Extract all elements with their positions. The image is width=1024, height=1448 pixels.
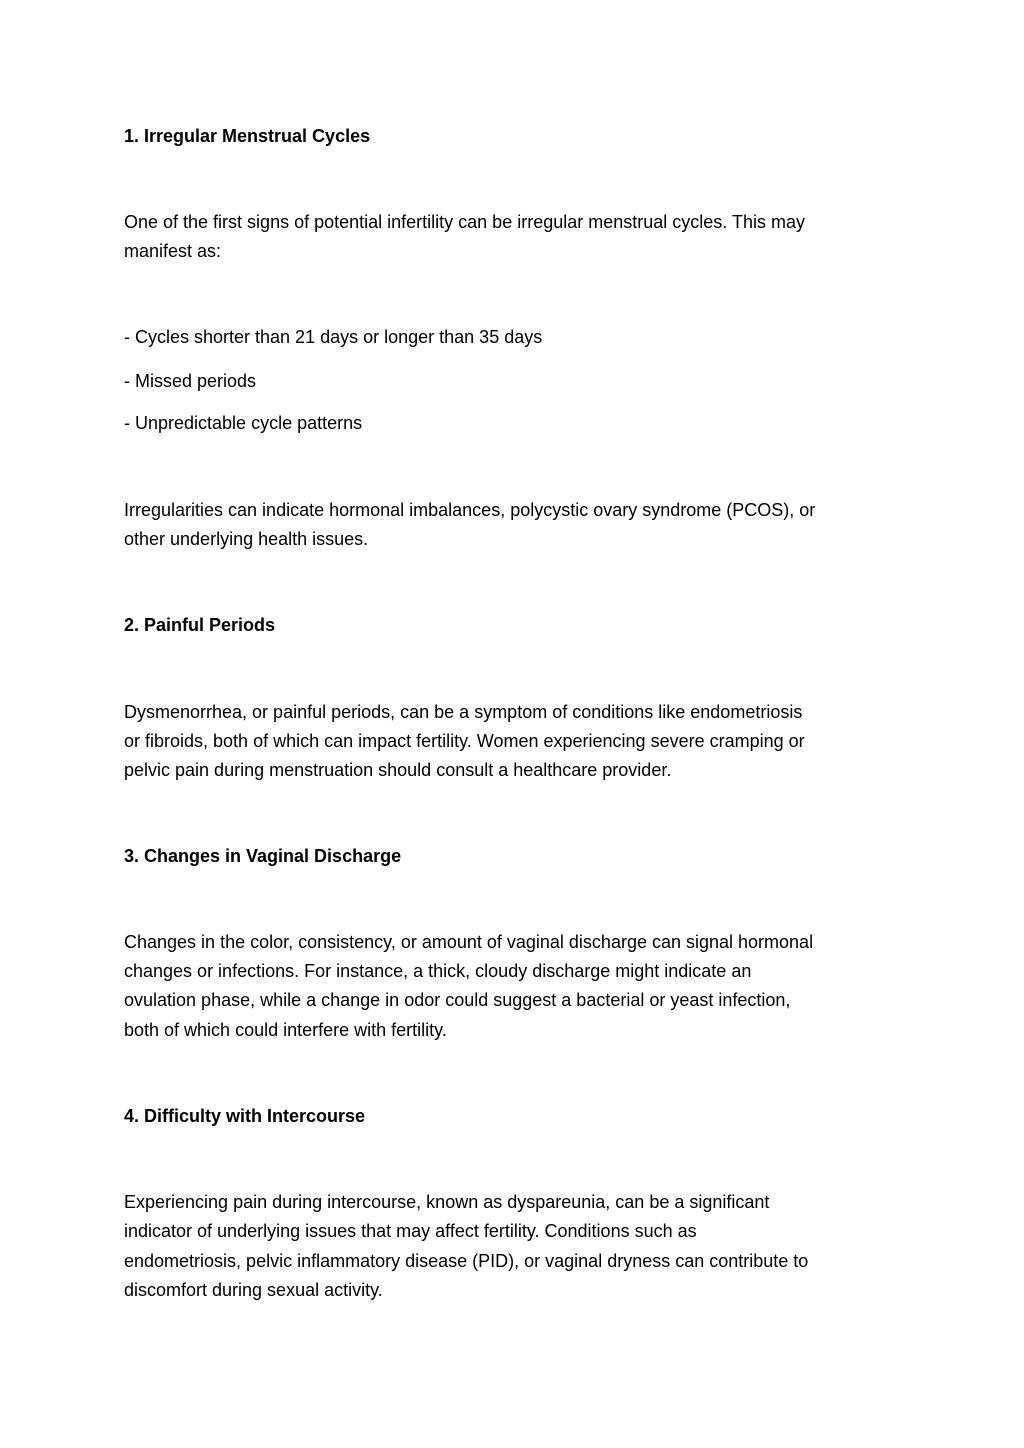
list-item: - Unpredictable cycle patterns bbox=[124, 413, 363, 433]
paragraph-line: Dysmenorrhea, or painful periods, can be a symptom of conditions like endometriosis bbox=[124, 702, 803, 722]
paragraph-line: endometriosis, pelvic inflammatory disease (PID), or vaginal dryness can contribute to bbox=[124, 1251, 809, 1271]
paragraph-line: or fibroids, both of which can impact fertility. Women experiencing severe cramping or bbox=[124, 731, 805, 751]
paragraph-line: Experiencing pain during intercourse, known as dyspareunia, can be a significant bbox=[124, 1192, 770, 1212]
paragraph-line: both of which could interfere with fertility. bbox=[124, 1020, 447, 1040]
paragraph-line: discomfort during sexual activity. bbox=[124, 1280, 383, 1300]
paragraph-line: manifest as: bbox=[124, 241, 222, 261]
paragraph-line: pelvic pain during menstruation should consult a healthcare provider. bbox=[124, 760, 672, 780]
paragraph-line: Changes in the color, consistency, or amount of vaginal discharge can signal hormonal bbox=[124, 932, 814, 952]
section-heading: 1. Irregular Menstrual Cycles bbox=[124, 126, 371, 146]
paragraph-line: indicator of underlying issues that may affect fertility. Conditions such as bbox=[124, 1221, 697, 1241]
section-heading: 2. Painful Periods bbox=[124, 615, 276, 635]
paragraph-line: One of the first signs of potential infertility can be irregular menstrual cycles. This may bbox=[124, 212, 805, 232]
paragraph-line: Irregularities can indicate hormonal imbalances, polycystic ovary syndrome (PCOS), or bbox=[124, 500, 816, 520]
section-heading: 3. Changes in Vaginal Discharge bbox=[124, 846, 402, 866]
paragraph-line: ovulation phase, while a change in odor could suggest a bacterial or yeast infection, bbox=[124, 990, 791, 1010]
list-item: - Cycles shorter than 21 days or longer than 35 days bbox=[124, 327, 543, 347]
paragraph-line: changes or infections. For instance, a thick, cloudy discharge might indicate an bbox=[124, 961, 752, 981]
section-heading: 4. Difficulty with Intercourse bbox=[124, 1106, 366, 1126]
paragraph-line: other underlying health issues. bbox=[124, 529, 369, 549]
list-item: - Missed periods bbox=[124, 371, 257, 391]
